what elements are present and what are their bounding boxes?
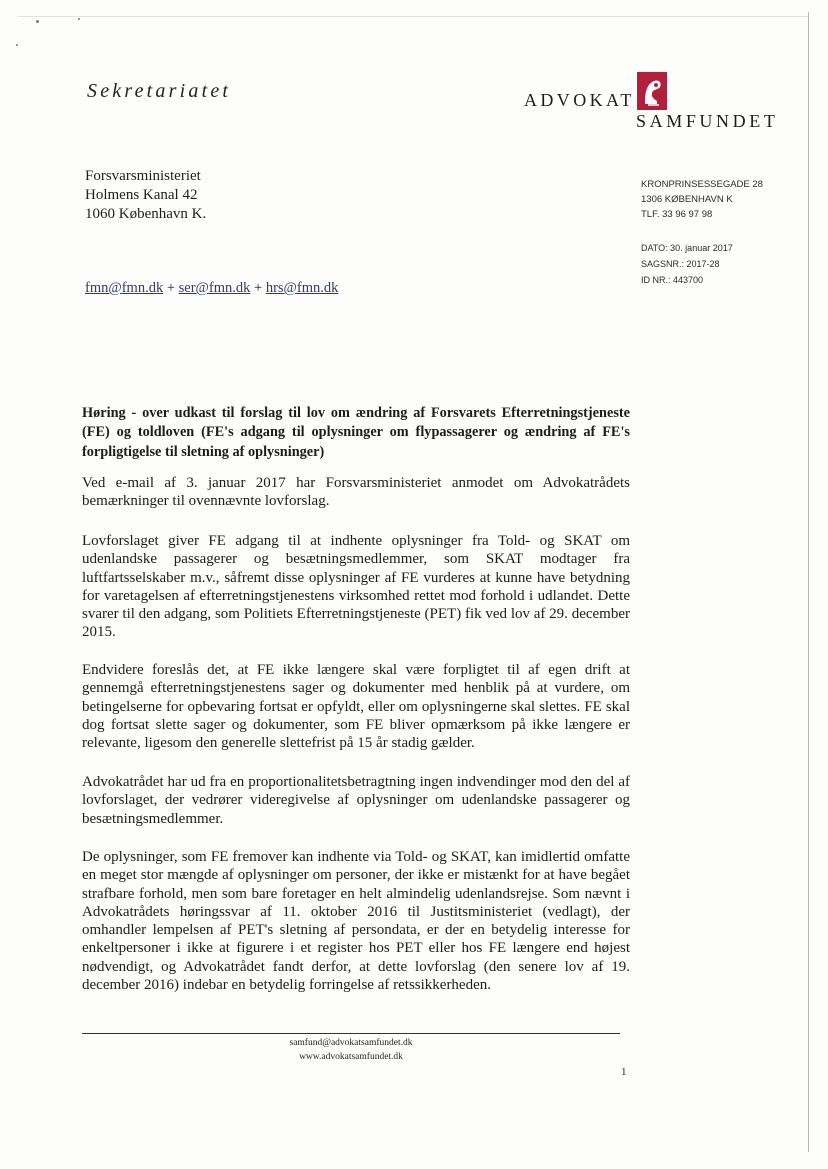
advokatsamfundet-logo-icon: [637, 72, 667, 110]
scan-edge-right: [808, 12, 809, 1152]
logo-text-samfundet: SAMFUNDET: [636, 111, 779, 131]
sender-info-block: [641, 177, 763, 288]
email-link-ser[interactable]: ser@fmn.dk: [178, 280, 251, 296]
sender-city: 1306 KØBENHAVN K: [641, 194, 733, 205]
recipient-line: Forsvarsministeriet: [85, 168, 201, 184]
sender-department: Sekretariatet: [87, 80, 232, 102]
scan-edge-top: [18, 16, 808, 17]
footer-contact: [82, 1036, 620, 1064]
body-paragraph-4: Advokatrådet har ud fra en proportionalitetsbetragtning ingen indvendinger mod den del af lovforslaget, der vedrører videregivelse af oplysninger om udenlandske passagerer og besætningsmedlemmer.: [82, 774, 630, 827]
recipient-emails: [85, 280, 338, 297]
scan-speck: [16, 44, 18, 46]
logo-text-advokat: ADVOKAT: [524, 90, 635, 110]
body-paragraph-5: De oplysninger, som FE fremover kan indhente via Told- og SKAT, kan imidlertid omfatte en meget stor mængde af oplysninger om personer, der ikke er mistænkt for at have begået strafbare forhold, men som bare foretager en helt almindelig udenlandsrejse. Som nævnt i Advokatrådets høringssvar af 11. oktober 2016 til Justitsministeriet (vedlagt), der omhandler lempelsen af PET's sletning af persondata, er der en betydelig interesse for enkeltpersoner i ikke at figurere i et register hos PET eller hos FE længere end højest nødvendigt, og Advokatrådet fandt derfor, at dette lovforslag (den senere lov af 19. december 2016) indebar en betydelig forringelse af retssikkerheden.: [82, 849, 630, 994]
scan-speck: [78, 18, 80, 20]
body-paragraph-1: Ved e-mail af 3. januar 2017 har Forsvarsministeriet anmodet om Advokatrådets bemærkninger til ovennævnte lovforslag.: [82, 475, 630, 510]
sender-info-spacer: [641, 222, 763, 240]
letter-subject: Høring - over udkast til forslag til lov om ændring af Forsvarets Efterretningstjeneste (FE) og toldloven (FE's adgang til oplysninger om flypassagerer og ændring af FE's forpligtigelse til sletning af oplysninger): [82, 405, 630, 460]
id-number: ID NR.: 443700: [641, 275, 704, 285]
body-paragraph-3: Endvidere foreslås det, at FE ikke længere skal være forpligtet til af egen drift at gennemgå efterretningstjenestens sager og dokumenter med henblik på at vurdere, om betingelserne for opbevaring fortsat er opfyldt, eller om oplysningerne skal slettes. FE skal dog fortsat slette sager og dokumenter, som FE bliver opmærksom på ikke længere er relevante, ligesom den generelle slettefrist på 15 år stadig gælder.: [82, 662, 630, 752]
body-paragraph-2: Lovforslaget giver FE adgang til at indhente oplysninger fra Told- og SKAT om udenlandske passagerer og besætningsmedlemmer, som SKAT modtager fra luftfartsselskaber m.v., såfremt disse oplysninger af FE vurderes at kunne have betydning for varetagelsen af efterretningstjenestens virksomhed rettet mod forhold i udlandet. Dette svarer til den adgang, som Politiets Efterretningstjeneste (PET) fik ved lov af 29. december 2015.: [82, 533, 630, 641]
sender-phone: TLF. 33 96 97 98: [641, 209, 713, 220]
page-number: 1: [621, 1066, 627, 1078]
recipient-line: Holmens Kanal 42: [85, 187, 198, 203]
scan-speck: [36, 20, 39, 23]
footer-divider: [82, 1033, 620, 1034]
sender-address: KRONPRINSESSEGADE 28: [641, 179, 763, 190]
recipient-address: [85, 167, 206, 224]
email-link-fmn[interactable]: fmn@fmn.dk: [85, 280, 164, 296]
case-number: SAGSNR.: 2017-28: [641, 259, 720, 269]
email-separator: +: [254, 280, 263, 296]
email-separator: +: [166, 280, 176, 296]
footer-email-link[interactable]: samfund@advokatsamfundet.dk: [289, 1038, 413, 1048]
letter-date: DATO: 30. januar 2017: [641, 243, 733, 253]
footer-web-link[interactable]: www.advokatsamfundet.dk: [299, 1052, 403, 1062]
email-link-hrs[interactable]: hrs@fmn.dk: [265, 280, 339, 296]
recipient-line: 1060 København K.: [85, 206, 207, 222]
